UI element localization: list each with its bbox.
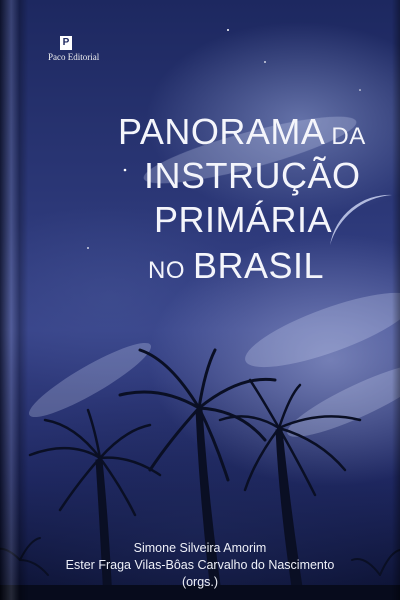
author-role: (orgs.) — [181, 575, 219, 589]
star — [264, 61, 266, 63]
author-name: Ester Fraga Vilas-Bôas Carvalho do Nascimento — [65, 558, 335, 572]
author-name: Simone Silveira Amorim — [133, 541, 267, 555]
spine-shading — [0, 0, 28, 600]
title-word: PANORAMA — [118, 111, 326, 152]
star — [359, 89, 361, 91]
edge-shading — [392, 0, 400, 600]
title-word-small: NO — [148, 257, 185, 284]
star — [87, 247, 89, 249]
title-word: PRIMÁRIA — [154, 199, 333, 240]
publisher-mark: P — [60, 36, 72, 50]
authors-block — [0, 540, 400, 591]
title-word-small: DA — [331, 123, 366, 150]
star — [124, 169, 127, 172]
title-line-4 — [148, 238, 324, 302]
star — [227, 29, 229, 31]
publisher-name: Paco Editorial — [48, 52, 100, 62]
title-word: BRASIL — [193, 245, 325, 286]
title-word: INSTRUÇÃO — [144, 155, 361, 196]
